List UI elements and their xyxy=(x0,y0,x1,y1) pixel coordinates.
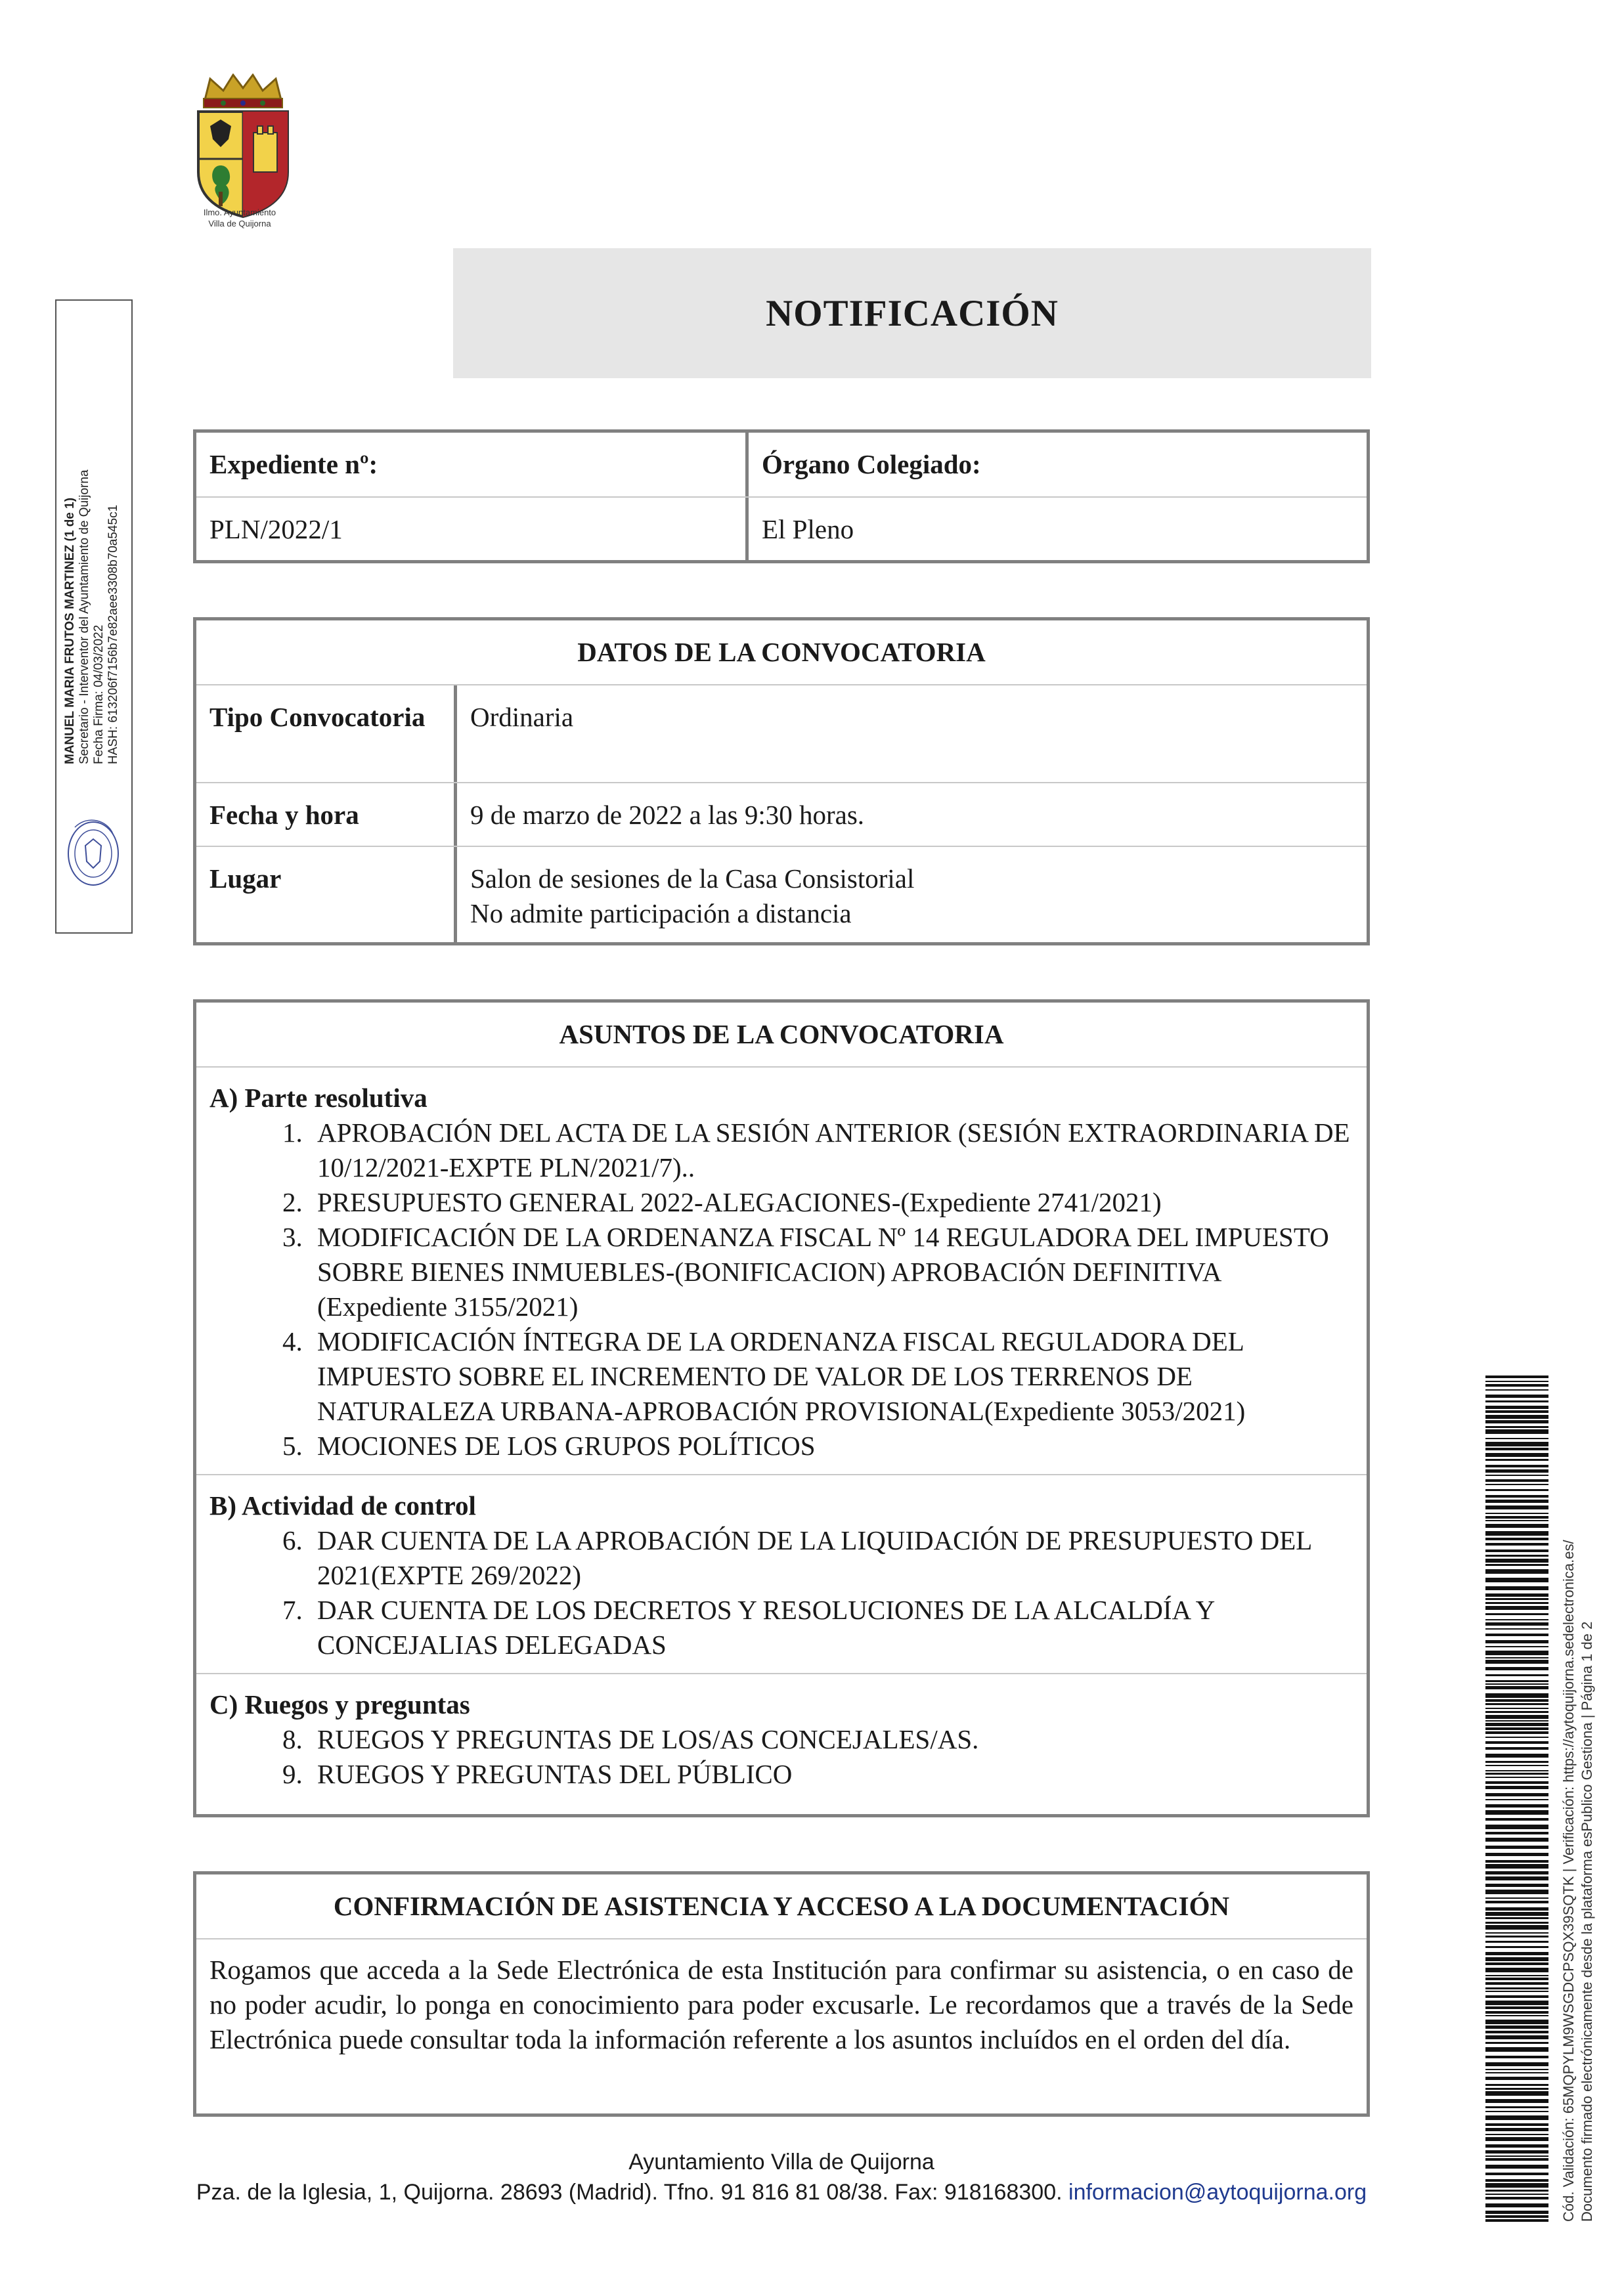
footer xyxy=(131,2147,1432,2207)
lugar-value xyxy=(454,847,1367,942)
coat-caption-line2: Villa de Quijorna xyxy=(208,219,271,228)
fecha-hora-value xyxy=(454,783,1367,846)
table-header-row xyxy=(196,1874,1367,1938)
table-header-row xyxy=(196,1003,1367,1066)
datos-heading: DATOS DE LA CONVOCATORIA xyxy=(577,637,986,667)
lugar-line1: Salon de sesiones de la Casa Consistorial xyxy=(470,863,915,894)
list-item: 3. MODIFICACIÓN DE LA ORDENANZA FISCAL Nº 14 REGULADORA DEL IMPUESTO SOBRE BIENES INMUEBLES-(BONIFICACION) APROBACIÓN DEFINITIVA (Expediente 3155/2021) xyxy=(309,1220,1353,1324)
asuntos-heading: ASUNTOS DE LA CONVOCATORIA xyxy=(559,1019,1004,1049)
table-row xyxy=(196,433,1367,496)
lugar-label: Lugar xyxy=(209,863,282,894)
barcode-icon xyxy=(1485,1375,1548,2222)
lugar-line2: No admite participación a distancia xyxy=(470,898,852,928)
list-item: 6. DAR CUENTA DE LA APROBACIÓN DE LA LIQUIDACIÓN DE PRESUPUESTO DEL 2021(EXPTE 269/2022) xyxy=(309,1523,1353,1593)
footer-email-link[interactable]: informacion@aytoquijorna.org xyxy=(1068,2180,1367,2205)
section-actividad-control xyxy=(196,1474,1367,1673)
fecha-hora-label: Fecha y hora xyxy=(209,800,359,830)
list-item: 4. MODIFICACIÓN ÍNTEGRA DE LA ORDENANZA FISCAL REGULADORA DEL IMPUESTO SOBRE EL INCREMENTO DE VALOR DE LOS TERRENOS DE NATURALEZA URBANA-APROBACIÓN PROVISIONAL(Expediente 3053/2021) xyxy=(309,1324,1353,1429)
signature-hash: HASH: 613206f7156b7e82aee3308b70a545c1 xyxy=(106,504,120,764)
list-item: 9. RUEGOS Y PREGUNTAS DEL PÚBLICO xyxy=(309,1757,1353,1792)
table-row xyxy=(196,846,1367,942)
list-item: 2. PRESUPUESTO GENERAL 2022-ALEGACIONES-(Expediente 2741/2021) xyxy=(309,1185,1353,1220)
expediente-label: Expediente nº: xyxy=(209,449,378,479)
organo-value: El Pleno xyxy=(745,498,1367,560)
section-title: A) Parte resolutiva xyxy=(209,1083,428,1113)
confirmacion-heading: CONFIRMACIÓN DE ASISTENCIA Y ACCESO A LA DOCUMENTACIÓN xyxy=(333,1891,1230,1921)
table-row xyxy=(196,684,1367,782)
tipo-convocatoria-value xyxy=(454,685,1367,782)
organo-label: Órgano Colegiado: xyxy=(745,433,1367,496)
asuntos-convocatoria-table xyxy=(193,999,1370,1817)
table-row xyxy=(196,496,1367,560)
expediente-table xyxy=(193,429,1370,563)
table-header-row xyxy=(196,620,1367,684)
section-ruegos-preguntas xyxy=(196,1673,1367,1802)
confirmacion-table xyxy=(193,1871,1370,2117)
signer-role: Secretario - Interventor del Ayuntamiento de Quijorna xyxy=(77,469,91,764)
footer-address xyxy=(131,2177,1432,2207)
list-item: 8. RUEGOS Y PREGUNTAS DE LOS/AS CONCEJALES/AS. xyxy=(309,1722,1353,1757)
signer-name: MANUEL MARIA FRUTOS MARTINEZ (1 de 1) xyxy=(63,497,77,764)
expediente-value: PLN/2022/1 xyxy=(209,514,343,544)
title-band xyxy=(453,248,1371,378)
validation-line1: Cód. Validación: 65MQPYLM9WSGDCPSQX39SQTK | Verificación: https://aytoquijorna.sedelectronica.es/ xyxy=(1560,1540,1577,2222)
section-parte-resolutiva xyxy=(196,1066,1367,1474)
datos-convocatoria-table xyxy=(193,617,1370,945)
list-item: 1. APROBACIÓN DEL ACTA DE LA SESIÓN ANTERIOR (SESIÓN EXTRAORDINARIA DE 10/12/2021-EXPTE PLN/2021/7).. xyxy=(309,1116,1353,1185)
list-item: 5. MOCIONES DE LOS GRUPOS POLÍTICOS xyxy=(309,1429,1353,1463)
confirmacion-body: Rogamos que acceda a la Sede Electrónica de esta Institución para confirmar su asistencia, o en caso de no poder acudir, lo ponga en conocimiento para poder excusarle. Le recordamos que a través de la Sede Electrónica puede consultar toda la información referente a los asuntos incluídos en el orden del día. xyxy=(196,1938,1367,2070)
footer-org-name: Ayuntamiento Villa de Quijorna xyxy=(628,2150,934,2175)
tipo-convocatoria-text: Ordinaria xyxy=(470,702,574,732)
coat-caption xyxy=(177,207,302,229)
table-row xyxy=(196,782,1367,846)
seal-icon xyxy=(62,808,125,899)
validation-line2: Documento firmado electrónicamente desde la plataforma esPublico Gestiona | Página 1 de 2 xyxy=(1579,1621,1595,2222)
list-item: 7. DAR CUENTA DE LOS DECRETOS Y RESOLUCIONES DE LA ALCALDÍA Y CONCEJALIAS DELEGADAS xyxy=(309,1593,1353,1662)
tipo-convocatoria-label: Tipo Convocatoria xyxy=(209,702,426,732)
page-title: NOTIFICACIÓN xyxy=(766,292,1059,334)
signature-date: Fecha Firma: 04/03/2022 xyxy=(92,624,106,764)
section-title: B) Actividad de control xyxy=(209,1490,476,1521)
coat-caption-line1: Ilmo. Ayuntamiento xyxy=(203,207,276,217)
footer-address-text: Pza. de la Iglesia, 1, Quijorna. 28693 (Madrid). Tfno. 91 816 81 08/38. Fax: 918168300. xyxy=(196,2180,1063,2205)
section-title: C) Ruegos y preguntas xyxy=(209,1689,470,1720)
fecha-hora-text: 9 de marzo de 2022 a las 9:30 horas. xyxy=(470,800,865,830)
